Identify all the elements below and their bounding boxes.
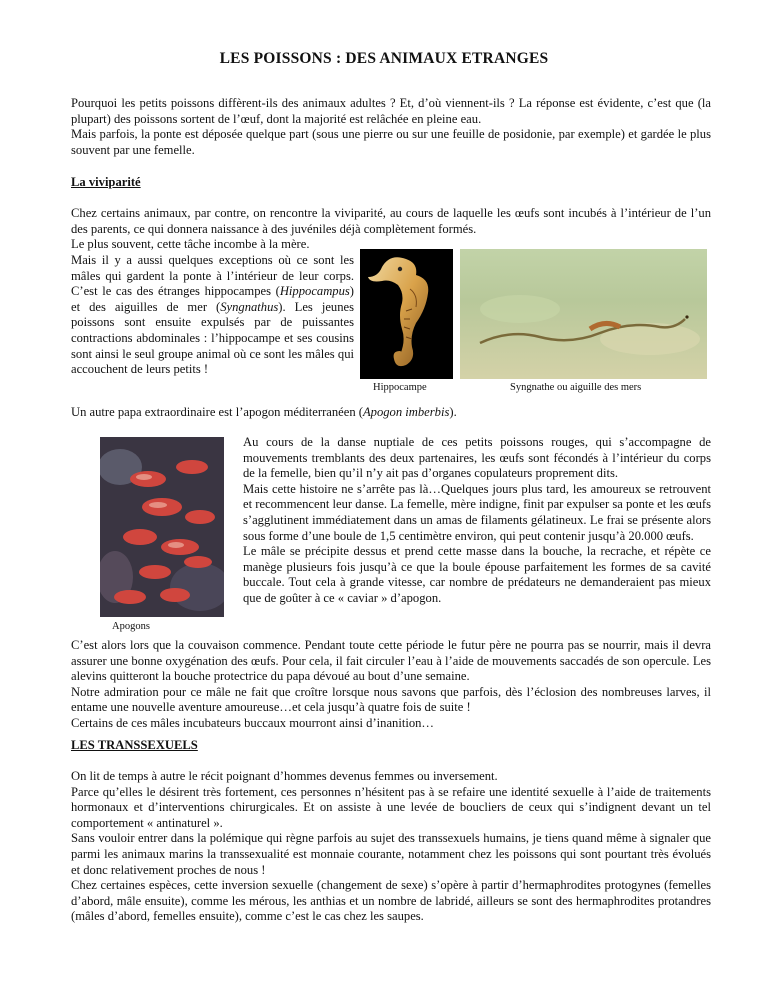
caption-syngnathe: Syngnathe ou aiguille des mers bbox=[510, 382, 642, 393]
transsexuels-text-3: Sans vouloir entrer dans la polémique qui règne parfois au sujet des transsexuels humains, je tiens quand même à signaler que parmi les animaux marins la transsexualité est monnaie courante, notamment chez les poissons qui sont pourtant très évolués et donc relativement proches de nous ! bbox=[71, 831, 711, 877]
apogon-intro bbox=[71, 405, 711, 421]
viviparite-paragraph-3 bbox=[71, 253, 354, 378]
genus-hippocampus: Hippocampus bbox=[279, 284, 350, 299]
apogon-text-1: Au cours de la danse nuptiale de ces petits poissons rouges, qui s’accompagne de mouvements tremblants des deux partenaires, les œufs sont fécondés à l’intérieur du corps de la femelle, bien qu’il n’y ait pas d’organes copulateurs proprement dits. bbox=[243, 435, 711, 481]
viviparite-text-2: Le plus souvent, cette tâche incombe à la mère. bbox=[71, 237, 310, 252]
caption-hippocampe: Hippocampe bbox=[373, 382, 427, 393]
transsexuels-text-1: On lit de temps à autre le récit poignant d’hommes devenus femmes ou inversement. bbox=[71, 769, 498, 783]
text-span: ). bbox=[449, 405, 457, 419]
apogon-text-3: Le mâle se précipite dessus et prend cette masse dans la bouche, la recrache, et répète ce manège plusieurs fois jusqu’à ce que la boule épouse parfaitement les formes de sa cavité buccale. Tout cela à grande vitesse, car nombre de prédateurs ne demanderaient pas mieux que de goûter à ce « caviar » d’apogon. bbox=[243, 544, 711, 605]
text-span: ) et des aiguilles de mer ( bbox=[71, 284, 354, 314]
seahorse-illustration bbox=[360, 249, 453, 379]
apogon-intro-text bbox=[71, 405, 711, 421]
intro-paragraph-1: Pourquoi les petits poissons diffèrent-ils des animaux adultes ? Et, d’où viennent-ils ? La réponse est évidente, c’est que (la plupart) des poissons sortent de l’œuf, dont la majorité est relâchée en pleine eau. bbox=[71, 96, 711, 126]
transsexuels-text-2: Parce qu’elles le désirent très fortement, ces personnes n’hésitent pas à se refaire une identité sexuelle à l’aide de traitements hormonaux et d’interventions chirurgicales. Et on assiste à une levée de boucliers de ceux qui s’indignent devant un tel comportement « antinaturel ». bbox=[71, 784, 711, 830]
heading-transsexuels: LES TRANSSEXUELS bbox=[71, 738, 198, 752]
text-span: Mais il y a aussi quelques exceptions où ce sont les mâles qui gardent la ponte à l’intérieur de leur corps. C’est le cas des étranges hippocampes ( bbox=[71, 253, 354, 299]
apogons-photo bbox=[100, 437, 224, 617]
text-span: Un autre papa extraordinaire est l’apogon méditerranéen ( bbox=[71, 405, 363, 419]
genus-syngnathus: Syngnathus bbox=[220, 299, 279, 314]
apogon-text-4: C’est alors lors que la couvaison commence. Pendant toute cette période le futur père ne pourra pas se nourrir, mais il devra assurer une bonne oxygénation des œufs. Pour cela, il fait circuler l’eau à l’aide de mouvements saccadés de son opercule. Les alevins quitteront la bouche protectrice du papa dévoué au bout d’une semaine. bbox=[71, 638, 711, 684]
apogon-text-2: Mais cette histoire ne s’arrête pas là…Quelques jours plus tard, les amoureux se retrouvent et recommencent leur danse. La femelle, mère indigne, finit par expulser sa ponte et les œufs s’agglutinent immédiatement dans un amas de filaments gélatineux. Le frai se présente alors sous forme d’une boule de 1,5 centimètre environ, qui peut contenir jusqu’à 20.000 œufs. bbox=[243, 481, 711, 543]
apogons-illustration bbox=[100, 437, 224, 617]
page-title: LES POISSONS : DES ANIMAUX ETRANGES bbox=[219, 50, 549, 67]
viviparite-paragraph-1 bbox=[71, 206, 711, 253]
caption-apogons: Apogons bbox=[112, 621, 150, 632]
heading-viviparite: La viviparité bbox=[71, 175, 141, 189]
hippocampe-photo bbox=[360, 249, 453, 379]
syngnathe-photo bbox=[460, 249, 707, 379]
viviparite-text-3 bbox=[71, 253, 354, 378]
species-apogon: Apogon imberbis bbox=[362, 405, 450, 419]
transsexuels-section bbox=[71, 769, 711, 925]
intro-section bbox=[71, 96, 711, 158]
apogon-continuation bbox=[71, 638, 711, 732]
apogon-text-5: Notre admiration pour ce mâle ne fait que croître lorsque nous savons que parfois, dès l’éclosion des nombreuses larves, il entame une nouvelle aventure amoureuse…et cela jusqu’à quatre fois de suite ! bbox=[71, 684, 711, 715]
intro-paragraph-2: Mais parfois, la ponte est déposée quelque part (sous une pierre ou sur une feuille de posidonie, par exemple) et gardée le plus souvent par une femelle. bbox=[71, 127, 711, 157]
apogon-paragraphs bbox=[243, 435, 711, 607]
apogon-text-6: Certains de ces mâles incubateurs buccaux mourront ainsi d’inanition… bbox=[71, 715, 435, 730]
viviparite-text-1: Chez certains animaux, par contre, on rencontre la viviparité, au cours de laquelle les œufs sont incubés à l’intérieur de l’un des parents, ce qui donnera naissance à des juvéniles déjà complètement formés. bbox=[71, 206, 711, 236]
transsexuels-text-4: Chez certaines espèces, cette inversion sexuelle (changement de sexe) s’opère à partir d’hermaphrodites protogynes (femelles d’abord, mâle ensuite), comme les mérous, les anthias et un nombre de labridé, ailleurs se sont des hermaphrodites protandres (mâles d’abord, femelles ensuite), comme c’est le cas chez les saupes. bbox=[71, 878, 711, 924]
text-span: ). Les jeunes poissons sont ensuite expulsés par de puissantes contractions abdominales : l’hippocampe et ses cousins sont ainsi le seul groupe animal où ce sont les mâles qui accouchent de leurs petits ! bbox=[71, 299, 354, 377]
pipefish-illustration bbox=[460, 249, 707, 379]
